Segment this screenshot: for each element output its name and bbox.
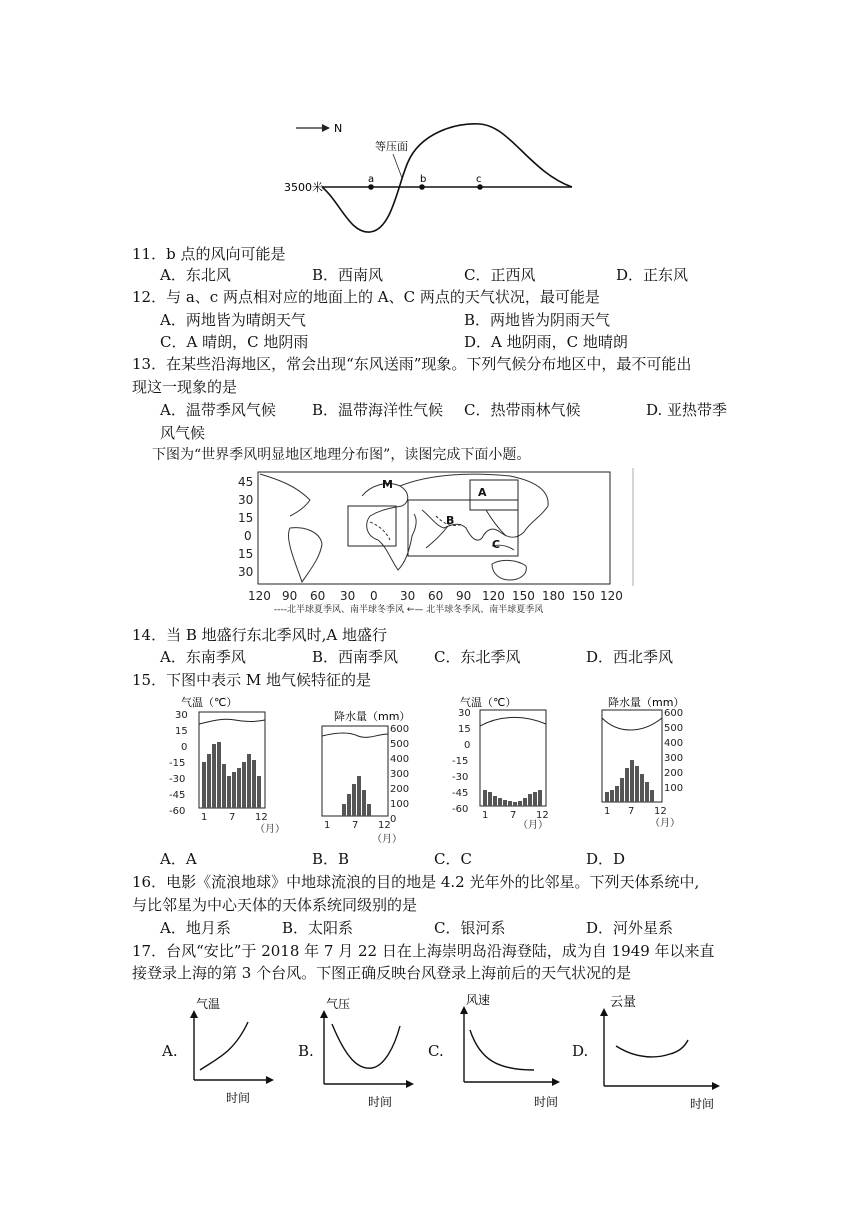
ytick: 200 [390, 784, 410, 795]
point-b-label: b [420, 174, 427, 185]
ytick: 30 [458, 708, 471, 719]
map-intro: 下图为“世界季风明显地区地理分布图”，读图完成下面小题。 [152, 447, 531, 463]
ytick: 400 [390, 754, 410, 765]
q13-option-d-cont: 风气候 [160, 424, 206, 442]
q12-option-d[interactable]: D．A 地阴雨，C 地晴朗 [464, 333, 628, 351]
climate-chart-c [450, 694, 560, 830]
map-legend: ----北半球夏季风、南半球冬季风 ←— 北半球冬季风、南半球夏季风 [274, 605, 544, 615]
map-point-m: M [382, 478, 393, 491]
ytick: 500 [664, 723, 684, 734]
ytick: -60 [452, 804, 469, 815]
q11-option-b[interactable]: B．西南风 [312, 266, 384, 284]
xtick: 1 [604, 806, 611, 817]
ytick: 200 [664, 768, 684, 779]
ytick: -45 [452, 788, 469, 799]
month-label: （月） [255, 824, 285, 834]
q17-graph-b[interactable] [318, 994, 418, 1109]
ytick: 400 [664, 738, 684, 749]
month-label: （月） [372, 834, 402, 845]
map-ytick: 15 [238, 511, 254, 525]
map-xtick: 0 [370, 589, 378, 603]
map-xtick: 30 [340, 589, 356, 603]
map-ytick: 15 [238, 547, 254, 561]
chart-d-precip-label: 降水量（mm） [608, 696, 685, 709]
q14-option-a[interactable]: A．东南季风 [160, 648, 246, 666]
q13-option-a[interactable]: A．温带季风气候 [160, 401, 276, 419]
ytick: 100 [390, 799, 410, 810]
map-ytick: 30 [238, 565, 254, 579]
xtick: 12 [654, 806, 667, 817]
point-c-label: c [476, 174, 482, 185]
map-point-c: C [492, 538, 501, 551]
graph-c-ylabel: 风速 [466, 993, 491, 1007]
q16-option-d[interactable]: D．河外星系 [586, 919, 674, 937]
map-xtick: 180 [542, 589, 565, 603]
q16-stem-line1: 16．电影《流浪地球》中地球流浪的目的地是 4.2 光年外的比邻星。下列天体系统中, [132, 873, 700, 891]
q16-stem-line2: 与比邻星为中心天体的天体系统同级别的是 [132, 896, 418, 914]
ytick: 500 [390, 739, 410, 750]
ytick: 15 [458, 724, 471, 735]
xtick: 12 [255, 812, 268, 823]
map-point-b: B [446, 514, 455, 527]
map-point-a: A [478, 486, 487, 499]
xtick: 7 [510, 810, 517, 821]
q12-option-a[interactable]: A．两地皆为晴朗天气 [160, 311, 306, 329]
q14-option-d[interactable]: D．西北季风 [586, 648, 674, 666]
xtick: 7 [229, 812, 236, 823]
graph-b-xlabel: 时间 [368, 1095, 393, 1109]
q17-stem-line2: 接登录上海的第 3 个台风。下图正确反映台风登录上海前后的天气状况的是 [132, 964, 632, 982]
map-xtick: 120 [248, 589, 271, 603]
north-label: N [334, 122, 343, 135]
q14-stem: 14．当 B 地盛行东北季风时,A 地盛行 [132, 626, 388, 644]
ytick: -15 [452, 756, 469, 767]
map-xtick: 60 [428, 589, 444, 603]
ytick: -45 [169, 790, 186, 801]
graph-b-ylabel: 气压 [326, 997, 351, 1011]
map-xtick: 60 [310, 589, 326, 603]
map-xtick: 120 [482, 589, 505, 603]
graph-a-ylabel: 气温 [196, 997, 221, 1011]
q15-option-d[interactable]: D．D [586, 850, 626, 868]
xtick: 7 [628, 806, 635, 817]
ytick: 15 [175, 726, 188, 737]
isobaric-surface-label: 等压面 [375, 140, 408, 153]
q17-option-b[interactable]: B. [298, 1042, 314, 1060]
isobaric-surface-figure [280, 112, 590, 237]
graph-c-xlabel: 时间 [534, 1095, 559, 1109]
q17-graph-c[interactable] [458, 990, 568, 1110]
q16-option-a[interactable]: A．地月系 [160, 919, 231, 937]
chart-b-precip-label: 降水量（mm） [334, 710, 411, 723]
q14-option-b[interactable]: B．西南季风 [312, 648, 399, 666]
point-a-label: a [368, 174, 375, 185]
q16-option-b[interactable]: B．太阳系 [282, 919, 354, 937]
q15-option-c[interactable]: C．C [434, 850, 472, 868]
ytick: -30 [169, 774, 186, 785]
ytick: 0 [464, 740, 471, 751]
ytick: 100 [664, 783, 684, 794]
q11-option-c[interactable]: C．正西风 [464, 266, 536, 284]
q15-option-b[interactable]: B．B [312, 850, 350, 868]
q13-option-c[interactable]: C．热带雨林气候 [464, 401, 581, 419]
graph-d-ylabel: 云量 [610, 995, 637, 1010]
ytick: 300 [664, 753, 684, 764]
graph-a-xlabel: 时间 [226, 1091, 251, 1105]
height-label: 3500米 [284, 181, 323, 194]
q15-option-a[interactable]: A．A [160, 850, 197, 868]
ytick: 0 [390, 814, 397, 825]
climate-chart-b [314, 700, 434, 846]
graph-d-xlabel: 时间 [690, 1097, 715, 1111]
q15-stem: 15．下图中表示 M 地气候特征的是 [132, 671, 371, 689]
q17-option-c[interactable]: C. [428, 1042, 444, 1060]
ytick: -60 [169, 806, 186, 817]
xtick: 1 [201, 812, 208, 823]
chart-a-temp-label: 气温（℃） [181, 696, 238, 709]
q17-graph-d[interactable] [598, 990, 728, 1112]
q17-option-d[interactable]: D. [572, 1042, 589, 1060]
q17-graph-a[interactable] [188, 994, 278, 1109]
q12-option-c[interactable]: C．A 晴朗，C 地阴雨 [160, 333, 309, 351]
ytick: 30 [175, 710, 188, 721]
xtick: 12 [536, 810, 549, 821]
month-label: （月） [650, 818, 680, 829]
q11-option-a[interactable]: A．东北风 [160, 266, 231, 284]
q16-option-c[interactable]: C．银河系 [434, 919, 506, 937]
chart-c-temp-label: 气温（℃） [460, 696, 517, 709]
monsoon-map [230, 466, 640, 616]
ytick: 600 [664, 708, 684, 719]
map-ytick: 0 [244, 529, 252, 543]
climate-chart-d [598, 694, 710, 830]
ytick: 0 [181, 742, 188, 753]
q17-option-a[interactable]: A. [162, 1042, 178, 1060]
ytick: 600 [390, 724, 410, 735]
xtick: 12 [378, 820, 391, 831]
q12-stem: 12．与 a、c 两点相对应的地面上的 A、C 两点的天气状况，最可能是 [132, 288, 600, 306]
q14-option-c[interactable]: C．东北季风 [434, 648, 521, 666]
ytick: -15 [169, 758, 186, 769]
xtick: 1 [324, 820, 331, 831]
map-xtick: 150 [572, 589, 595, 603]
xtick: 7 [352, 820, 359, 831]
month-label: （月） [518, 820, 548, 830]
q13-stem-line1: 13．在某些沿海地区，常会出现“东风送雨”现象。下列气候分布地区中，最不可能出 [132, 355, 692, 373]
map-xtick: 30 [400, 589, 416, 603]
q11-stem: 11．b 点的风向可能是 [132, 245, 286, 263]
map-xtick: 90 [456, 589, 472, 603]
ytick: 300 [390, 769, 410, 780]
q13-option-b[interactable]: B．温带海洋性气候 [312, 401, 444, 419]
map-ytick: 45 [238, 475, 254, 489]
climate-chart-a [165, 694, 285, 834]
q13-option-d[interactable]: D. 亚热带季 [646, 401, 728, 419]
q12-option-b[interactable]: B．两地皆为阴雨天气 [464, 311, 611, 329]
map-xtick: 120 [600, 589, 623, 603]
q11-option-d[interactable]: D．正东风 [616, 266, 689, 284]
map-xtick: 90 [282, 589, 298, 603]
ytick: -30 [452, 772, 469, 783]
xtick: 1 [482, 810, 489, 821]
q17-stem-line1: 17．台风“安比”于 2018 年 7 月 22 日在上海崇明岛沿海登陆，成为自 1949 年以来直 [132, 942, 715, 960]
q13-stem-line2: 现这一现象的是 [132, 378, 238, 396]
map-ytick: 30 [238, 493, 254, 507]
map-xtick: 150 [512, 589, 535, 603]
